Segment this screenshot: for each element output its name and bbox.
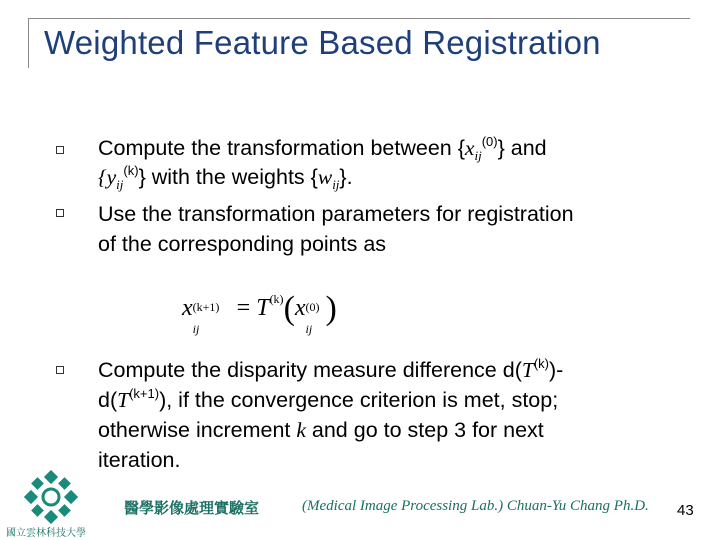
bullet-3-line-2: $d(T^{(k+1)})$, if the convergence criterion is met, stop; [98, 386, 559, 412]
lab-name-english: (Medical Image Processing Lab.) Chuan-Yu Chang Ph.D. [302, 498, 649, 514]
bullet-1-line-2: $\{y_{ij}^{(k)}\}$ with the weights $\{w_{ij}\}$. [98, 163, 353, 192]
registration-equation: x (k+1) ij = $T^{(k)}(x$ (0) ij ) [182, 290, 337, 336]
page-number: 43 [677, 502, 694, 519]
bullet-square-icon [56, 146, 64, 154]
bullet-1-line-1: Compute the transformation between $\{x_{ij}^{(0)}\}$ and [98, 134, 547, 163]
bullet-3-line-4: iteration. [98, 448, 181, 472]
university-logo-icon [24, 470, 78, 524]
bullet-2-line-1: Use the transformation parameters for registration [98, 202, 574, 226]
bullet-square-icon [56, 366, 64, 374]
bullet-3-line-1: Compute the disparity measure difference $d(T^{(k)})-$ [98, 356, 564, 382]
lab-name-chinese: 醫學影像處理實驗室 [124, 499, 260, 517]
bullet-2-line-2: of the corresponding points as [98, 232, 387, 256]
university-name: 國立雲林科技大學 [6, 528, 86, 539]
slide-title: Weighted Feature Based Registration [44, 24, 601, 61]
title-rule-vertical [28, 18, 29, 68]
bullet-square-icon [56, 209, 64, 217]
title-rule-horizontal [28, 18, 690, 19]
bullet-3-line-3: otherwise increment k and go to step 3 for next [98, 418, 544, 442]
